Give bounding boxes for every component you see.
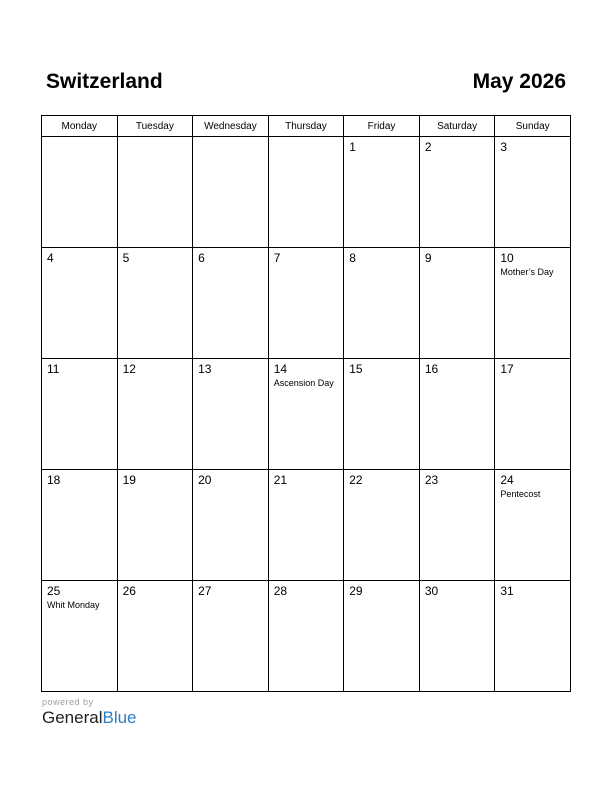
month-year-title: May 2026	[472, 70, 566, 93]
day-cell	[495, 470, 571, 581]
day-number: 28	[273, 584, 288, 598]
weekday-header: Tuesday	[117, 116, 193, 137]
day-number	[269, 137, 344, 140]
brand-footer	[42, 697, 137, 728]
holiday-label: Ascension Day	[273, 378, 334, 388]
week-row	[42, 359, 571, 470]
day-number: 21	[273, 473, 288, 487]
calendar-grid	[41, 115, 571, 692]
day-number: 15	[349, 362, 363, 376]
week-row	[42, 137, 571, 248]
weekday-header: Friday	[344, 116, 420, 137]
day-number: 8	[349, 251, 356, 265]
day-cell	[419, 248, 495, 359]
day-number	[42, 137, 117, 140]
day-number: 1	[349, 140, 356, 154]
day-cell	[419, 137, 495, 248]
day-number: 13	[198, 362, 212, 376]
weekday-header: Saturday	[419, 116, 495, 137]
empty-day-cell	[268, 137, 344, 248]
day-cell	[344, 581, 420, 692]
powered-by-text: powered by	[42, 697, 94, 707]
country-title: Switzerland	[46, 70, 163, 93]
brand-logo	[42, 708, 137, 728]
day-number: 24	[500, 473, 514, 487]
day-cell	[268, 470, 344, 581]
day-number: 11	[47, 362, 60, 376]
day-number: 23	[424, 473, 439, 487]
day-number: 18	[47, 473, 61, 487]
day-cell	[193, 470, 269, 581]
week-row	[42, 248, 571, 359]
empty-day-cell	[42, 137, 118, 248]
day-number: 20	[198, 473, 212, 487]
holiday-label: Pentecost	[500, 489, 541, 499]
day-cell	[495, 581, 571, 692]
day-number: 19	[122, 473, 136, 487]
holiday-label: Whit Monday	[47, 600, 100, 610]
day-number: 2	[424, 140, 432, 154]
day-cell	[193, 359, 269, 470]
day-number: 25	[47, 584, 61, 598]
day-cell	[344, 470, 420, 581]
day-cell	[117, 359, 193, 470]
day-number: 29	[349, 584, 363, 598]
day-cell	[495, 359, 571, 470]
day-number: 10	[500, 251, 514, 265]
day-number: 5	[122, 251, 130, 265]
day-number: 7	[273, 251, 281, 265]
week-row	[42, 581, 571, 692]
empty-day-cell	[193, 137, 269, 248]
day-cell	[419, 470, 495, 581]
day-cell	[117, 470, 193, 581]
day-number: 14	[273, 362, 288, 376]
day-number	[193, 137, 268, 140]
day-cell	[193, 248, 269, 359]
day-number: 9	[424, 251, 432, 265]
day-number: 22	[349, 473, 363, 487]
empty-day-cell	[117, 137, 193, 248]
weekday-header: Thursday	[268, 116, 344, 137]
weekday-header: Monday	[42, 116, 118, 137]
day-cell	[344, 137, 420, 248]
day-number: 26	[122, 584, 136, 598]
day-cell	[117, 248, 193, 359]
day-cell	[495, 248, 571, 359]
day-cell	[42, 470, 118, 581]
day-cell	[117, 581, 193, 692]
day-number: 12	[122, 362, 136, 376]
day-number: 16	[424, 362, 439, 376]
day-cell	[42, 359, 118, 470]
day-cell	[495, 137, 571, 248]
calendar-header	[46, 70, 566, 100]
brand-name-part2: Blue	[102, 708, 137, 727]
day-cell	[268, 359, 344, 470]
day-number: 4	[47, 251, 54, 265]
day-number: 30	[424, 584, 439, 598]
brand-name-part1: General	[42, 708, 103, 727]
day-cell	[419, 581, 495, 692]
weekday-header: Sunday	[495, 116, 571, 137]
day-number: 27	[198, 584, 212, 598]
day-number: 6	[198, 251, 205, 265]
day-number: 17	[500, 362, 514, 376]
day-cell	[344, 248, 420, 359]
weekday-header: Wednesday	[193, 116, 269, 137]
day-number	[118, 137, 193, 140]
day-cell	[344, 359, 420, 470]
week-row	[42, 470, 571, 581]
day-number: 31	[500, 584, 514, 598]
day-cell	[193, 581, 269, 692]
day-cell	[419, 359, 495, 470]
day-cell	[268, 581, 344, 692]
holiday-label: Mother’s Day	[500, 267, 554, 277]
day-number: 3	[500, 140, 508, 154]
day-cell	[268, 248, 344, 359]
weekday-header-row	[42, 116, 571, 137]
day-cell	[42, 581, 118, 692]
day-cell	[42, 248, 118, 359]
